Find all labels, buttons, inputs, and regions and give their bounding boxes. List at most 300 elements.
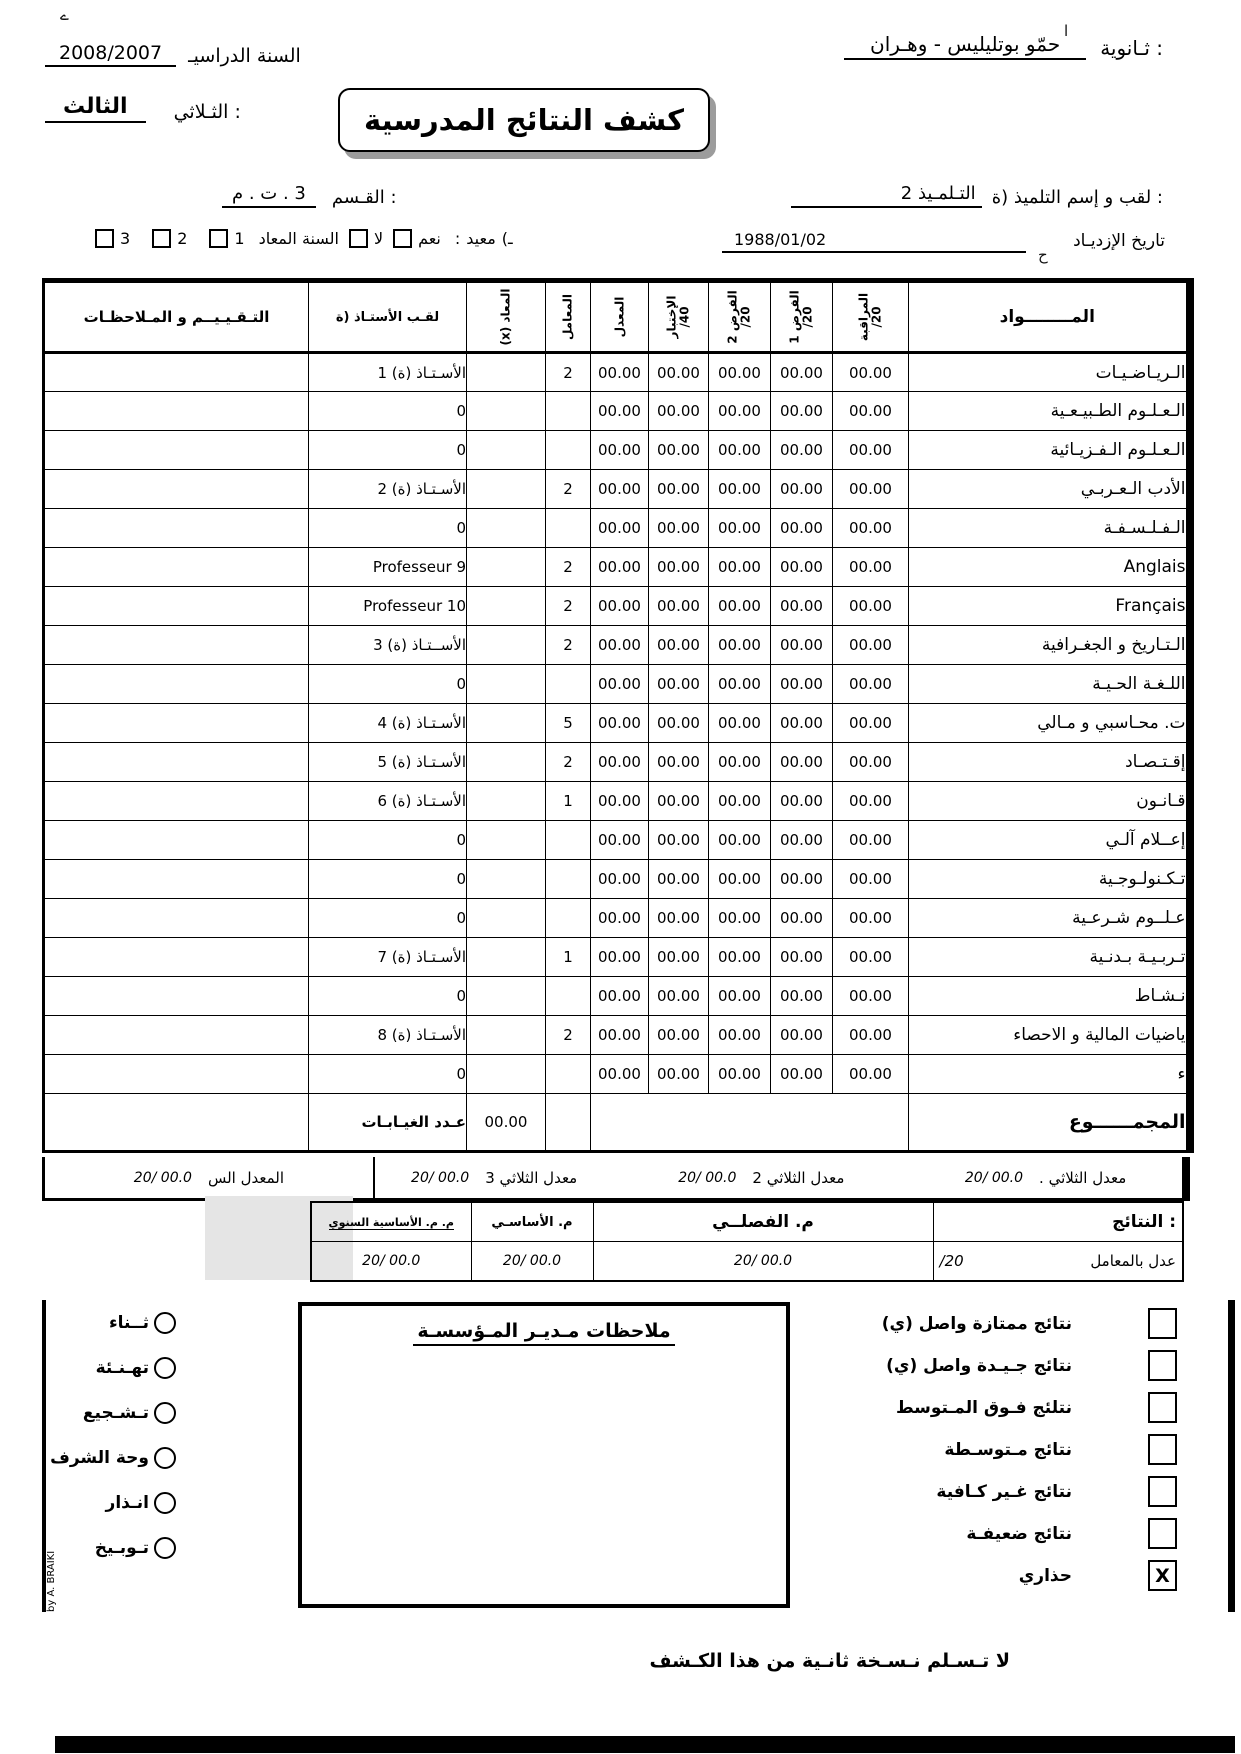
mention-label: نتائج ضعيفـة	[966, 1523, 1072, 1544]
remarks-cell	[44, 548, 309, 587]
subject-cell: الـعـلـوم الـفـزيـائية	[909, 431, 1190, 470]
test1-cell: 00.00	[771, 587, 833, 626]
mention-label: نتلئج فـوق المـتوسط	[895, 1397, 1072, 1418]
test2-cell: 00.00	[709, 665, 771, 704]
test1-cell: 00.00	[771, 938, 833, 977]
stray-mark-mid-right: ح	[1038, 246, 1048, 264]
coef-cell	[546, 899, 591, 938]
table-row	[44, 977, 1190, 1016]
subject-cell: عـلــوم شـرعـية	[909, 899, 1190, 938]
monitoring-cell: 00.00	[833, 938, 909, 977]
table-row	[44, 392, 1190, 431]
repeat-cell	[467, 821, 546, 860]
average-cell: 00.00	[591, 743, 649, 782]
col-header-coef: المعامل	[546, 281, 591, 353]
average-cell: 00.00	[591, 626, 649, 665]
teacher-cell: الأسـتـاذ (ة) 6	[309, 782, 467, 821]
mention-row	[742, 1560, 1177, 1591]
mention-checkbox	[1148, 1350, 1177, 1381]
test2-cell: 00.00	[709, 743, 771, 782]
reward-label: تـشـجيع	[82, 1403, 149, 1423]
remarks-cell	[44, 587, 309, 626]
monitoring-cell: 00.00	[833, 899, 909, 938]
dob-label: تاريخ الإزديـاد	[1073, 231, 1165, 251]
subject-cell: Anglais	[909, 548, 1190, 587]
exam-cell: 00.00	[649, 626, 709, 665]
col-header-repeat: المعاد (x)	[467, 281, 546, 353]
remarks-cell	[44, 743, 309, 782]
repeat-cell	[467, 860, 546, 899]
student-name-label: : لقب و إسم التلميذ (ة	[991, 187, 1163, 208]
test2-cell: 00.00	[709, 587, 771, 626]
yes-label: نعم	[418, 229, 441, 248]
mention-checkbox-checked: X	[1148, 1560, 1177, 1591]
subject-cell: نـشـاط	[909, 977, 1190, 1016]
teacher-cell: Professeur 9	[309, 548, 467, 587]
remarks-cell	[44, 470, 309, 509]
test1-cell: 00.00	[771, 1055, 833, 1094]
results-v1: 00.0 /20	[593, 1242, 933, 1282]
weighted-average-cell	[933, 1242, 1183, 1282]
mention-checkbox	[1148, 1476, 1177, 1507]
test2-cell: 00.00	[709, 1016, 771, 1055]
exam-cell: 00.00	[649, 1055, 709, 1094]
coef-cell: 5	[546, 704, 591, 743]
t3-value: 00.0 /20	[411, 1169, 470, 1186]
subject-cell: إقـتـصـاد	[909, 743, 1190, 782]
exam-cell: 00.00	[649, 821, 709, 860]
repeat-cell	[467, 938, 546, 977]
bottom-right-border	[1228, 1300, 1235, 1612]
weighted-average-denominator: 20/	[939, 1252, 964, 1270]
reward-label: انـذار	[105, 1493, 149, 1513]
annual-value: 00.0 /20	[133, 1169, 192, 1186]
results-col1-header: م. الفصلــي	[593, 1202, 933, 1242]
teacher-cell: الأسـتـاذ (ة) 8	[309, 1016, 467, 1055]
test1-cell: 00.00	[771, 782, 833, 821]
table-row	[44, 626, 1190, 665]
repeat-cell	[467, 431, 546, 470]
monitoring-cell: 00.00	[833, 977, 909, 1016]
monitoring-cell: 00.00	[833, 704, 909, 743]
remarks-cell	[44, 821, 309, 860]
monitoring-cell: 00.00	[833, 860, 909, 899]
test2-cell: 00.00	[709, 470, 771, 509]
repeat-year-label: السنة المعاد	[258, 229, 339, 248]
school-name: حمّو بوتليليس - وهـران	[844, 32, 1086, 60]
average-cell: 00.00	[591, 1055, 649, 1094]
mention-label: نتائج جـيـدة واصل (ي)	[886, 1355, 1072, 1376]
coef-cell	[546, 431, 591, 470]
test2-cell: 00.00	[709, 782, 771, 821]
results-values-row	[311, 1242, 1183, 1282]
director-remarks-title: ملاحظات مـديـر المـؤسسـة	[413, 1320, 674, 1346]
monitoring-cell: 00.00	[833, 821, 909, 860]
repeat-cell	[467, 548, 546, 587]
subject-cell: الـفـلـسـفـة	[909, 509, 1190, 548]
subject-cell: اللـغـة الحـيـة	[909, 665, 1190, 704]
mention-label: نتائج ممتازة واصل (ي)	[881, 1313, 1072, 1334]
absences-label: عـدد الغيـابـات	[309, 1094, 467, 1152]
trimester3-average	[375, 1157, 614, 1198]
test2-cell: 00.00	[709, 1055, 771, 1094]
repeat-year2-option	[152, 229, 187, 248]
reward-row	[20, 1537, 176, 1559]
teacher-cell: الأســتـاذ (ة) 3	[309, 626, 467, 665]
col-header-test2: الفرض 2 20/	[709, 281, 771, 353]
average-cell: 00.00	[591, 548, 649, 587]
bottom-bar	[55, 1736, 1235, 1753]
exam-cell: 00.00	[649, 899, 709, 938]
table-row	[44, 1016, 1190, 1055]
trimester1-average	[909, 1157, 1182, 1198]
test1-cell: 00.00	[771, 821, 833, 860]
t2-label: معدل الثلاثي 2	[752, 1168, 845, 1187]
col-header-monitoring: المراقبة 20/	[833, 281, 909, 353]
coef-cell	[546, 392, 591, 431]
coef-cell	[546, 509, 591, 548]
test1-cell: 00.00	[771, 899, 833, 938]
test2-cell: 00.00	[709, 977, 771, 1016]
test1-cell: 00.00	[771, 509, 833, 548]
year-3-label: 3	[120, 229, 131, 248]
repeater-label: : معيد (ـ	[454, 229, 513, 248]
checkbox-yes	[393, 229, 412, 248]
year-1-label: 1	[234, 229, 245, 248]
table-row	[44, 704, 1190, 743]
table-row	[44, 587, 1190, 626]
repeat-year3-option	[95, 229, 130, 248]
subject-cell: الـعـلـوم الطـبيـعـية	[909, 392, 1190, 431]
monitoring-cell: 00.00	[833, 587, 909, 626]
coef-cell: 1	[546, 938, 591, 977]
monitoring-cell: 00.00	[833, 743, 909, 782]
monitoring-cell: 00.00	[833, 470, 909, 509]
mention-checkbox	[1148, 1392, 1177, 1423]
reward-radio	[154, 1402, 176, 1424]
table-row	[44, 821, 1190, 860]
monitoring-cell: 00.00	[833, 782, 909, 821]
student-name-line	[791, 183, 1163, 208]
results-col3-header: م. م. الأساسية السنوي	[311, 1202, 471, 1242]
subject-cell: Français	[909, 587, 1190, 626]
repeat-cell	[467, 626, 546, 665]
average-cell: 00.00	[591, 470, 649, 509]
exam-cell: 00.00	[649, 977, 709, 1016]
monitoring-cell: 00.00	[833, 626, 909, 665]
repeat-cell	[467, 587, 546, 626]
mention-checkbox	[1148, 1434, 1177, 1465]
page-title: كشف النتائج المدرسية	[364, 103, 684, 137]
results-v2: 00.0 /20	[471, 1242, 593, 1282]
test2-cell: 00.00	[709, 392, 771, 431]
teacher-cell: 0	[309, 509, 467, 548]
school-year-label: السنة الدراسيـ	[188, 45, 301, 67]
results-header-row	[311, 1202, 1183, 1242]
monitoring-cell: 00.00	[833, 431, 909, 470]
remarks-cell	[44, 977, 309, 1016]
remarks-cell	[44, 626, 309, 665]
checkbox-year-3	[95, 229, 114, 248]
average-cell: 00.00	[591, 938, 649, 977]
table-row	[44, 743, 1190, 782]
no-label: لا	[373, 229, 384, 248]
remarks-cell	[44, 353, 309, 392]
col-header-remarks: التـقـيـيــم و المـلاحظـات	[44, 281, 309, 353]
class-value: 3 . ت . م	[222, 183, 316, 208]
coef-cell	[546, 665, 591, 704]
reward-label: ثــناء	[108, 1313, 149, 1333]
test2-cell: 00.00	[709, 548, 771, 587]
col-header-exam: الإختبار 40/	[649, 281, 709, 353]
remarks-cell	[44, 431, 309, 470]
exam-cell: 00.00	[649, 1016, 709, 1055]
subject-cell: تـكـنولـوجـية	[909, 860, 1190, 899]
average-cell: 00.00	[591, 821, 649, 860]
repeat-cell	[467, 977, 546, 1016]
teacher-cell: الأسـتـاذ (ة) 2	[309, 470, 467, 509]
director-remarks-box	[298, 1302, 790, 1608]
subject-cell: ء	[909, 1055, 1190, 1094]
average-cell: 00.00	[591, 353, 649, 392]
test2-cell: 00.00	[709, 704, 771, 743]
repeater-line	[95, 229, 513, 248]
test2-cell: 00.00	[709, 353, 771, 392]
total-empty-cell	[591, 1094, 909, 1152]
test2-cell: 00.00	[709, 626, 771, 665]
monitoring-cell: 00.00	[833, 353, 909, 392]
exam-cell: 00.00	[649, 938, 709, 977]
test2-cell: 00.00	[709, 860, 771, 899]
repeat-no-option	[349, 229, 383, 248]
mention-row	[742, 1308, 1177, 1339]
test2-cell: 00.00	[709, 431, 771, 470]
term-label: : الثـلاثي	[173, 101, 241, 123]
teacher-cell: 0	[309, 392, 467, 431]
mention-checkbox	[1148, 1518, 1177, 1549]
reward-row	[20, 1447, 176, 1469]
school-year-value: 2008/2007	[45, 42, 176, 67]
coef-cell: 2	[546, 626, 591, 665]
reward-radio	[154, 1447, 176, 1469]
class-label: : القـسم	[331, 187, 397, 208]
teacher-cell: الأسـتـاذ (ة) 1	[309, 353, 467, 392]
remarks-cell	[44, 1016, 309, 1055]
test1-cell: 00.00	[771, 1016, 833, 1055]
col-header-subjects: المــــــــواد	[909, 281, 1190, 353]
coef-cell: 2	[546, 587, 591, 626]
absences-value: 00.00	[467, 1094, 546, 1152]
results-v3: 00.0 /20	[311, 1242, 471, 1282]
remarks-cell	[44, 704, 309, 743]
remarks-cell	[44, 938, 309, 977]
remarks-cell	[44, 782, 309, 821]
average-cell: 00.00	[591, 431, 649, 470]
table-row	[44, 860, 1190, 899]
mention-label: حذاري	[1018, 1565, 1072, 1586]
col-header-test1: الفرض 1 20/	[771, 281, 833, 353]
teacher-cell: الأسـتـاذ (ة) 4	[309, 704, 467, 743]
test2-cell: 00.00	[709, 899, 771, 938]
coef-cell: 2	[546, 353, 591, 392]
school-line	[844, 32, 1163, 60]
results-title: : النتائج	[933, 1202, 1183, 1242]
results-col2-header: م. الأساسـي	[471, 1202, 593, 1242]
exam-cell: 00.00	[649, 509, 709, 548]
table-row	[44, 938, 1190, 977]
test1-cell: 00.00	[771, 353, 833, 392]
table-row	[44, 470, 1190, 509]
teacher-cell: 0	[309, 977, 467, 1016]
col-header-average: المعدل	[591, 281, 649, 353]
test1-cell: 00.00	[771, 665, 833, 704]
term-value: الثالث	[45, 94, 146, 123]
title-box	[338, 88, 710, 152]
table-row	[44, 509, 1190, 548]
exam-cell: 00.00	[649, 392, 709, 431]
coef-cell	[546, 977, 591, 1016]
t2-value: 00.0 /20	[678, 1169, 737, 1186]
reward-radio	[154, 1312, 176, 1334]
teacher-cell: Professeur 10	[309, 587, 467, 626]
results-table	[42, 278, 1194, 1153]
monitoring-cell: 00.00	[833, 1016, 909, 1055]
school-label: : ثـانوية	[1100, 36, 1163, 60]
repeat-cell	[467, 392, 546, 431]
teacher-cell: الأسـتـاذ (ة) 5	[309, 743, 467, 782]
mention-row	[742, 1434, 1177, 1465]
mention-row	[742, 1476, 1177, 1507]
stray-mark-top-right: ا	[1064, 22, 1069, 40]
weighted-average-label: عدل بالمعامل	[1090, 1252, 1176, 1270]
test1-cell: 00.00	[771, 548, 833, 587]
average-cell: 00.00	[591, 587, 649, 626]
average-cell: 00.00	[591, 860, 649, 899]
average-cell: 00.00	[591, 509, 649, 548]
monitoring-cell: 00.00	[833, 665, 909, 704]
monitoring-cell: 00.00	[833, 509, 909, 548]
reward-row	[20, 1402, 176, 1424]
year-2-label: 2	[177, 229, 188, 248]
checkbox-year-1	[209, 229, 228, 248]
teacher-cell: 0	[309, 665, 467, 704]
student-name-value: التـلمـيذ 2	[791, 183, 982, 208]
average-cell: 00.00	[591, 1016, 649, 1055]
remarks-cell	[44, 1055, 309, 1094]
results-subtable	[310, 1201, 1184, 1282]
teacher-cell: 0	[309, 821, 467, 860]
coef-cell	[546, 860, 591, 899]
col-header-teacher: لقـب الأستـاذ (ة	[309, 281, 467, 353]
credit-text: by A. BRAIKI	[46, 1550, 57, 1612]
test1-cell: 00.00	[771, 977, 833, 1016]
school-year-line	[45, 42, 301, 67]
exam-cell: 00.00	[649, 470, 709, 509]
table-row	[44, 548, 1190, 587]
remarks-cell	[44, 392, 309, 431]
exam-cell: 00.00	[649, 860, 709, 899]
repeat-cell	[467, 782, 546, 821]
subject-cell: ياضيات المالية و الاحصاء	[909, 1016, 1190, 1055]
repeat-cell	[467, 509, 546, 548]
remarks-cell	[44, 665, 309, 704]
average-cell: 00.00	[591, 665, 649, 704]
exam-cell: 00.00	[649, 665, 709, 704]
remarks-cell	[44, 860, 309, 899]
coef-cell: 2	[546, 1016, 591, 1055]
coef-cell	[546, 821, 591, 860]
reward-row	[20, 1492, 176, 1514]
exam-cell: 00.00	[649, 587, 709, 626]
average-cell: 00.00	[591, 704, 649, 743]
class-line	[222, 183, 397, 208]
coef-cell: 2	[546, 743, 591, 782]
annual-average	[45, 1157, 375, 1198]
checkbox-year-2	[152, 229, 171, 248]
total-coef-cell	[546, 1094, 591, 1152]
repeat-cell	[467, 665, 546, 704]
subject-cell: قـانـون	[909, 782, 1190, 821]
average-cell: 00.00	[591, 392, 649, 431]
subject-rows	[44, 353, 1190, 1094]
table-row	[44, 665, 1190, 704]
checkbox-no	[349, 229, 368, 248]
exam-cell: 00.00	[649, 743, 709, 782]
table-row	[44, 431, 1190, 470]
repeat-cell	[467, 899, 546, 938]
mention-row	[742, 1350, 1177, 1381]
teacher-cell: 0	[309, 1055, 467, 1094]
table-row	[44, 1055, 1190, 1094]
dob-value: 1988/01/02	[722, 230, 1026, 253]
test1-cell: 00.00	[771, 860, 833, 899]
reward-label: وحة الشرف	[50, 1448, 149, 1468]
monitoring-cell: 00.00	[833, 548, 909, 587]
reward-label: تـوبـيخ	[94, 1538, 149, 1558]
table-row	[44, 899, 1190, 938]
subject-cell: إعــلام آلـي	[909, 821, 1190, 860]
repeat-cell	[467, 743, 546, 782]
repeat-yes-option	[393, 229, 441, 248]
teacher-cell: 0	[309, 899, 467, 938]
reward-label: تهـنـئة	[95, 1358, 149, 1378]
subject-cell: الـريـاضـيـات	[909, 353, 1190, 392]
term-line	[45, 94, 241, 123]
mention-label: نتائج غـير كـافية	[936, 1481, 1072, 1502]
test2-cell: 00.00	[709, 938, 771, 977]
annual-label: المعدل الس	[207, 1168, 285, 1187]
exam-cell: 00.00	[649, 431, 709, 470]
coef-cell: 1	[546, 782, 591, 821]
averages-strip	[42, 1157, 1190, 1201]
coef-cell: 2	[546, 548, 591, 587]
test1-cell: 00.00	[771, 743, 833, 782]
subject-cell: الـتـاريخ و الجغـرافية	[909, 626, 1190, 665]
table-row	[44, 782, 1190, 821]
t3-label: معدل الثلاثي 3	[485, 1168, 578, 1187]
test1-cell: 00.00	[771, 392, 833, 431]
subject-cell: تـربـيـة بـدنـية	[909, 938, 1190, 977]
exam-cell: 00.00	[649, 704, 709, 743]
mention-row	[742, 1392, 1177, 1423]
total-row	[44, 1094, 1190, 1152]
test1-cell: 00.00	[771, 704, 833, 743]
repeat-cell	[467, 353, 546, 392]
average-cell: 00.00	[591, 977, 649, 1016]
reward-row	[20, 1312, 176, 1334]
subject-cell: الأدب الـعـربـي	[909, 470, 1190, 509]
mention-label: نتائج مـتوسـطة	[944, 1439, 1072, 1460]
